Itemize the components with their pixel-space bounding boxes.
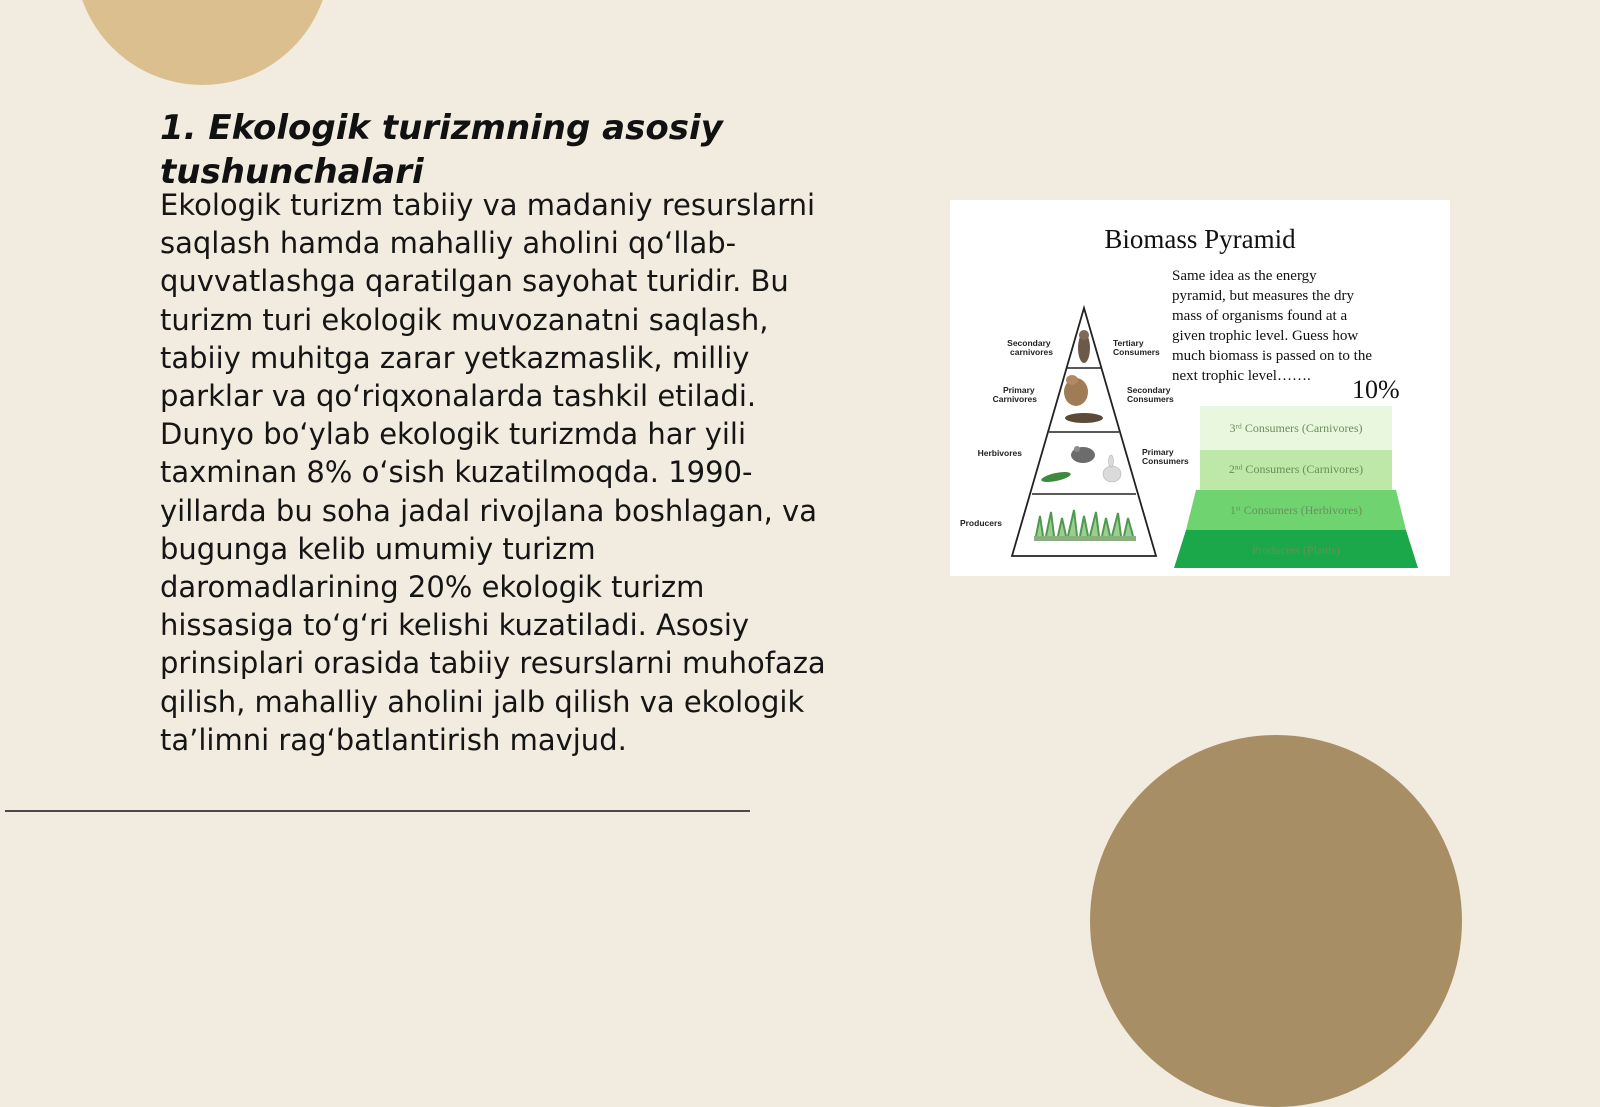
figure-description-line: Same idea as the energy — [1172, 268, 1317, 284]
figure-description-line: given trophic level. Guess how — [1172, 328, 1359, 344]
level-label-primary-carnivores: Primary Carnivores — [992, 385, 1037, 404]
figure-description-line: pyramid, but measures the dry — [1172, 288, 1355, 304]
figure-percent: 10% — [1352, 375, 1400, 404]
owl-icon — [1078, 330, 1090, 363]
figure-title: Biomass Pyramid — [1104, 224, 1296, 254]
slide-title: 1. Ekologik turizmning asosiy tushunchalari — [160, 108, 723, 192]
tier-label: 3ʳᵈ Consumers (Carnivores) — [1229, 421, 1363, 435]
fox-icon — [1064, 375, 1088, 406]
level-label-herbivores: Herbivores — [977, 448, 1022, 458]
figure-description-line: next trophic level……. — [1172, 368, 1311, 384]
level-label-primary-consumers: Primary Consumers — [1142, 447, 1189, 466]
shrew-icon — [1065, 413, 1103, 423]
level-label-tertiary-consumers: Tertiary Consumers — [1113, 338, 1160, 357]
slide-body-text: Ekologik turizm tabiiy va madaniy resurslarni saqlash hamda mahalliy aholini qo‘llab-quvvatlashga qaratilgan sayohat turidir. Bu turizm turi ekologik muvozanatni saqlash, tabiiy muhitga zarar yetkazmaslik, milliy parklar va qo‘riqxonalarda tashkil etiladi. Dunyo bo‘ylab ekologik turizmda har yili taxminan 8% o‘sish kuzatilmoqda. 1990-yillarda bu soha jadal rivojlana boshlagan, va bugunga kelib umumiy turizm daromadlarining 20% ekologik turizm hissasiga to‘g‘ri kelishi kuzatiladi. Asosiy prinsiplari orasida tabiiy resurslarni muhofaza qilish, mahalliy aholini jalb qilish va ekologik ta’limni rag‘batlantirish mavjud. — [160, 188, 826, 757]
biomass-green-pyramid — [1174, 406, 1418, 568]
grasshopper-icon — [1040, 470, 1071, 484]
decorative-circle-top — [75, 0, 330, 85]
biomass-pyramid-figure — [950, 200, 1450, 576]
tier-label: 2ⁿᵈ Consumers (Carnivores) — [1228, 462, 1364, 476]
mouse-icon — [1071, 446, 1095, 463]
tier-label: 1ˢᵗ Consumers (Herbivores) — [1229, 503, 1363, 517]
figure-description-line: mass of organisms found at a — [1172, 308, 1348, 324]
tier-label: Producers (Plants) — [1251, 543, 1341, 557]
rabbit-icon — [1103, 455, 1121, 482]
biomass-pyramid-svg — [950, 200, 1450, 576]
trophic-pyramid — [960, 308, 1189, 556]
figure-description — [1172, 268, 1376, 384]
level-label-secondary-carnivores: Secondary carnivores — [1007, 338, 1053, 357]
divider-line — [5, 810, 750, 812]
level-label-secondary-consumers: Secondary Consumers — [1127, 385, 1174, 404]
figure-description-line: much biomass is passed on to the — [1172, 348, 1372, 364]
level-label-producers: Producers — [959, 518, 1002, 528]
grass-icon — [1034, 510, 1136, 541]
decorative-circle-bottom — [1090, 735, 1462, 1107]
